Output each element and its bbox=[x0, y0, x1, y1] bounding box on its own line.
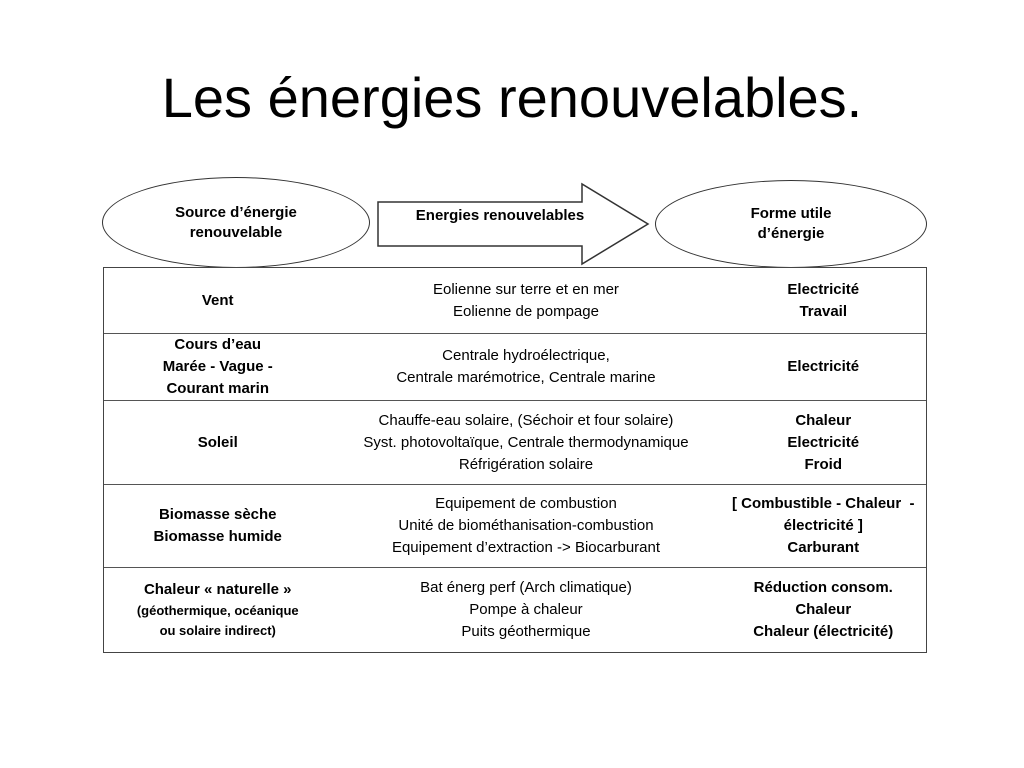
forme-cell bbox=[721, 279, 927, 323]
technology-cell bbox=[331, 345, 720, 389]
source-note-line: ou solaire indirect) bbox=[159, 623, 276, 638]
source-cell bbox=[104, 504, 331, 548]
forme-line: Electricité bbox=[787, 280, 860, 298]
forme-line: Chaleur bbox=[795, 411, 852, 429]
tech-line: Unité de biométhanisation-combustion bbox=[398, 517, 654, 534]
forme-line: Chaleur (électricité) bbox=[753, 623, 894, 640]
forme-ellipse: Forme utile d’énergie bbox=[655, 180, 927, 268]
forme-line: Travail bbox=[799, 302, 848, 320]
arrow-label: Energies renouvelables bbox=[415, 207, 585, 224]
tech-line: Pompe à chaleur bbox=[469, 601, 583, 618]
tech-line: Centrale hydroélectrique, bbox=[442, 347, 610, 364]
technology-cell bbox=[331, 493, 720, 559]
forme-cell bbox=[721, 577, 927, 643]
table-row bbox=[104, 401, 926, 485]
source-line: Soleil bbox=[197, 433, 238, 451]
tech-line: Réfrigération solaire bbox=[458, 455, 594, 473]
tech-line: Syst. photovoltaïque, Centrale thermodynamique bbox=[363, 433, 689, 451]
source-line: Marée - Vague - bbox=[162, 358, 273, 375]
source-line: Biomasse sèche bbox=[158, 506, 277, 523]
source-line: Biomasse humide bbox=[153, 528, 282, 545]
forme-cell bbox=[721, 356, 927, 378]
source-line: Cours d’eau bbox=[174, 336, 262, 353]
tech-line: Eolienne de pompage bbox=[453, 302, 599, 320]
tech-line: Chauffe-eau solaire, (Séchoir et four solaire) bbox=[378, 411, 674, 429]
forme-line: Carburant bbox=[787, 539, 860, 556]
source-cell bbox=[104, 432, 331, 454]
tech-line: Centrale marémotrice, Centrale marine bbox=[396, 369, 656, 386]
forme-line: Chaleur bbox=[795, 601, 852, 618]
table-row bbox=[104, 268, 926, 334]
technology-cell bbox=[331, 577, 720, 643]
forme-line: Electricité bbox=[787, 358, 860, 375]
forme-line: Electricité bbox=[787, 433, 860, 451]
table-row bbox=[104, 485, 926, 568]
source-line: Chaleur « naturelle » bbox=[143, 581, 292, 598]
source-line: Vent bbox=[201, 291, 234, 309]
source-cell bbox=[104, 290, 331, 312]
slide-title: Les énergies renouvelables. bbox=[161, 66, 863, 129]
forme-line: Réduction consom. bbox=[753, 579, 893, 596]
tech-line: Equipement de combustion bbox=[435, 495, 617, 512]
table-row bbox=[104, 568, 926, 652]
technology-cell bbox=[331, 410, 720, 476]
tech-line: Equipement d’extraction -> Biocarburant bbox=[391, 539, 661, 556]
tech-line: Puits géothermique bbox=[461, 623, 591, 640]
energy-table bbox=[103, 267, 927, 653]
forme-cell bbox=[721, 493, 927, 559]
forme-line: [ Combustible - Chaleur - bbox=[731, 495, 915, 512]
source-line: Courant marin bbox=[166, 380, 269, 397]
forme-line: électricité ] bbox=[783, 517, 863, 534]
forme-line: Froid bbox=[804, 455, 842, 473]
tech-line: Eolienne sur terre et en mer bbox=[433, 280, 619, 298]
forme-cell bbox=[721, 410, 927, 476]
source-cell bbox=[104, 334, 331, 400]
table-row bbox=[104, 334, 926, 401]
source-cell bbox=[104, 579, 331, 641]
tech-line: Bat énerg perf (Arch climatique) bbox=[420, 579, 632, 596]
technology-cell bbox=[331, 279, 720, 323]
source-ellipse: Source d’énergie renouvelable bbox=[102, 177, 370, 268]
source-note-line: (géothermique, océanique bbox=[136, 603, 299, 618]
